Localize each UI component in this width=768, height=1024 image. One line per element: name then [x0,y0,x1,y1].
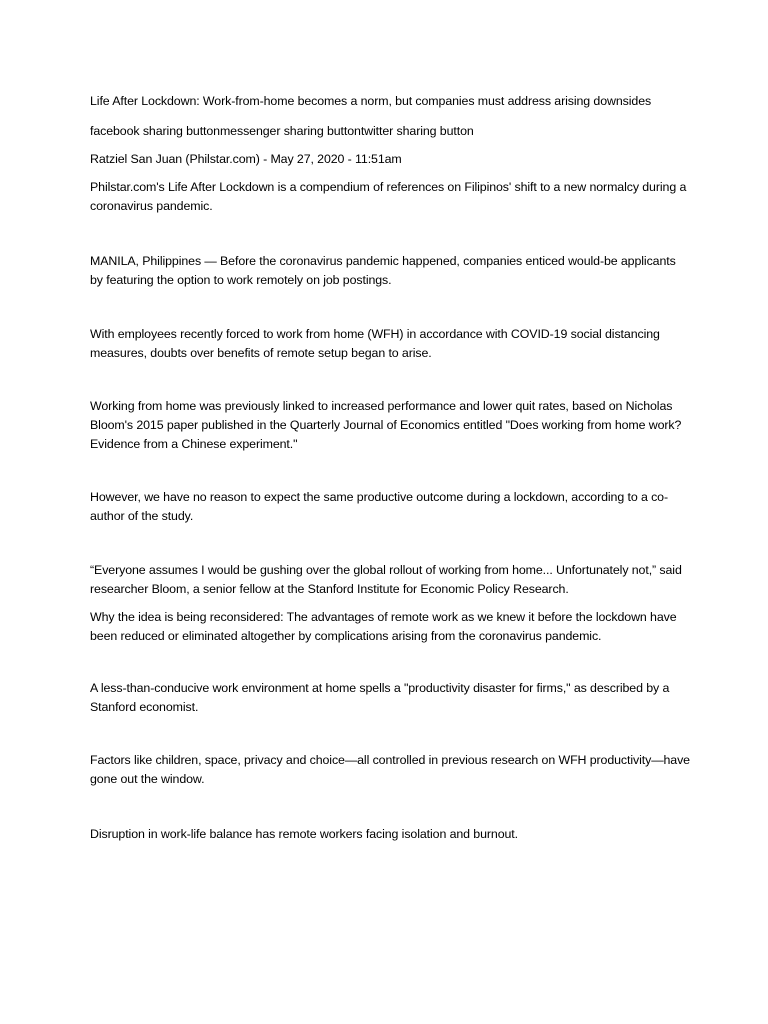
paragraph: “Everyone assumes I would be gushing over the global rollout of working from home... Unfortunately not,” said researcher Bloom, a senior fellow at the Stanford Institute for Economic Policy Research. [90,563,682,596]
paragraph: Disruption in work-life balance has remote workers facing isolation and burnout. [90,827,518,841]
paragraph: Why the idea is being reconsidered: The advantages of remote work as we knew it before the lockdown have been reduced or eliminated altogether by complications arising from the coronavirus pandemic. [90,610,677,643]
paragraph: However, we have no reason to expect the same productive outcome during a lockdown, according to a co-author of the study. [90,490,668,523]
paragraph: Factors like children, space, privacy and choice—all controlled in previous research on WFH productivity—have gone out the window. [90,753,690,786]
paragraph: MANILA, Philippines — Before the coronavirus pandemic happened, companies enticed would-be applicants by featuring the option to work remotely on job postings. [90,254,676,287]
paragraph: Working from home was previously linked to increased performance and lower quit rates, based on Nicholas Bloom's 2015 paper published in the Quarterly Journal of Economics entitled "Does working from home work? Evidence from a Chinese experiment." [90,399,682,451]
paragraph: With employees recently forced to work from home (WFH) in accordance with COVID-19 social distancing measures, doubts over benefits of remote setup began to arise. [90,327,660,360]
sharing-buttons-text: facebook sharing buttonmessenger sharing buttontwitter sharing button [90,124,474,138]
paragraph: A less-than-conducive work environment at home spells a "productivity disaster for firms," as described by a Stanford economist. [90,681,670,714]
document-body [90,92,690,844]
paragraph: Philstar.com's Life After Lockdown is a compendium of references on Filipinos' shift to a new normalcy during a coronavirus pandemic. [90,180,687,213]
byline: Ratziel San Juan (Philstar.com) - May 27, 2020 - 11:51am [90,152,402,166]
headline: Life After Lockdown: Work-from-home becomes a norm, but companies must address arising downsides [90,94,652,108]
